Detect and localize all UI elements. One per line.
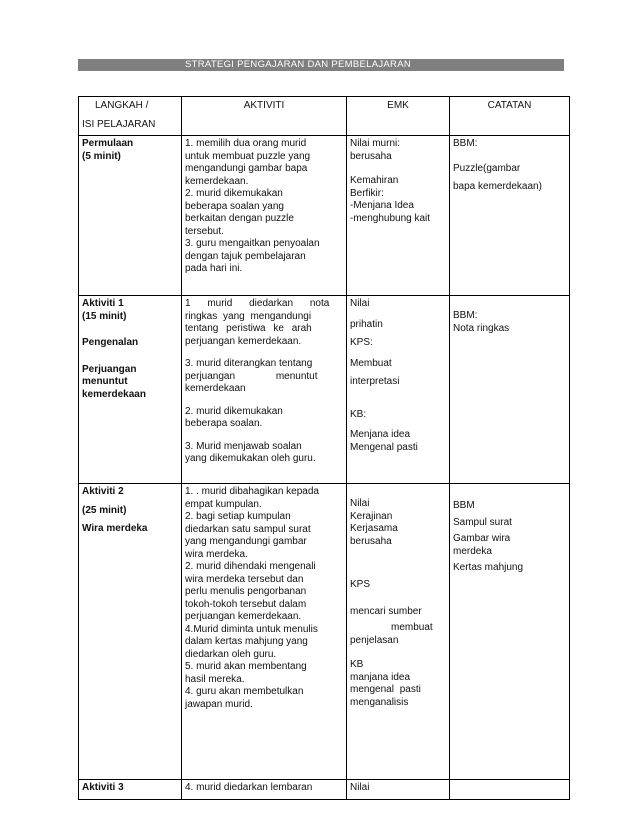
table-row (79, 296, 570, 484)
lesson-strategy-table (78, 96, 570, 800)
emk-cell: Nilai murni: berusaha Kemahiran Berfikir: -Menjana Idea -menghubung kait (347, 136, 450, 296)
activity-cell: 1 murid diedarkan nota ringkas yang mengandungi tentang peristiwa ke arah perjuangan kemerdekaan. 3. murid diterangkan tentang perjuangan menuntut kemerdekaan 2. murid dikemukakan beberapa soalan. 3. Murid menjawab soalan yang dikemukakan oleh guru. (182, 296, 347, 484)
activity-cell: 1. . murid dibahagikan kepada empat kumpulan. 2. bagi setiap kumpulan diedarkan satu sampul surat yang mengandungi gambar wira merdeka. 2. murid dihendaki mengenali wira merdeka tersebut dan perlu menulis pengorbanan tokoh-tokoh tersebut dalam perjuangan kemerdekaan. 4.Murid diminta untuk menulis dalam kertas mahjung yang diedarkan oleh guru. 5. murid akan membentang hasil mereka. 4. guru akan membetulkan jawapan murid. (182, 484, 347, 780)
table-row (79, 136, 570, 296)
emk-cell: Nilai Kerajinan Kerjasama berusaha KPS mencari sumber membuat penjelasan KB manjana idea mengenal pasti menganalisis (347, 484, 450, 780)
table-row (79, 484, 570, 780)
step-cell: Aktiviti 3 (79, 780, 182, 800)
header-emk: EMK (347, 97, 450, 136)
header-notes: CATATAN (450, 97, 570, 136)
emk-cell: Nilai prihatin KPS: Membuat interpretasi KB: Menjana idea Mengenal pasti (347, 296, 450, 484)
activity-cell: 4. murid diedarkan lembaran (182, 780, 347, 800)
emk-cell: Nilai (347, 780, 450, 800)
header-step: LANGKAH / ISI PELAJARAN (79, 97, 182, 136)
table-row (79, 780, 570, 800)
activity-cell: 1. memilih dua orang murid untuk membuat puzzle yang mengandungi gambar bapa kemerdekaan. 2. murid dikemukakan beberapa soalan yang berkaitan dengan puzzle tersebut. 3. guru mengaitkan penyoalan dengan tajuk pembelajaran pada hari ini. (182, 136, 347, 296)
step-cell: Aktiviti 1 (15 minit) Pengenalan Perjuangan menuntut kemerdekaan (79, 296, 182, 484)
step-cell: Aktiviti 2 (25 minit) Wira merdeka (79, 484, 182, 780)
step-cell: Permulaan (5 minit) (79, 136, 182, 296)
table-header-row (79, 97, 570, 136)
notes-cell: BBM: Puzzle(gambar bapa kemerdekaan) (450, 136, 570, 296)
header-activity: AKTIVITI (182, 97, 347, 136)
notes-cell: BBM: Nota ringkas (450, 296, 570, 484)
section-title-bar (78, 59, 564, 71)
section-title: STRATEGI PENGAJARAN DAN PEMBELAJARAN (185, 59, 412, 70)
notes-cell (450, 780, 570, 800)
notes-cell: BBM Sampul surat Gambar wira merdeka Kertas mahjung (450, 484, 570, 780)
